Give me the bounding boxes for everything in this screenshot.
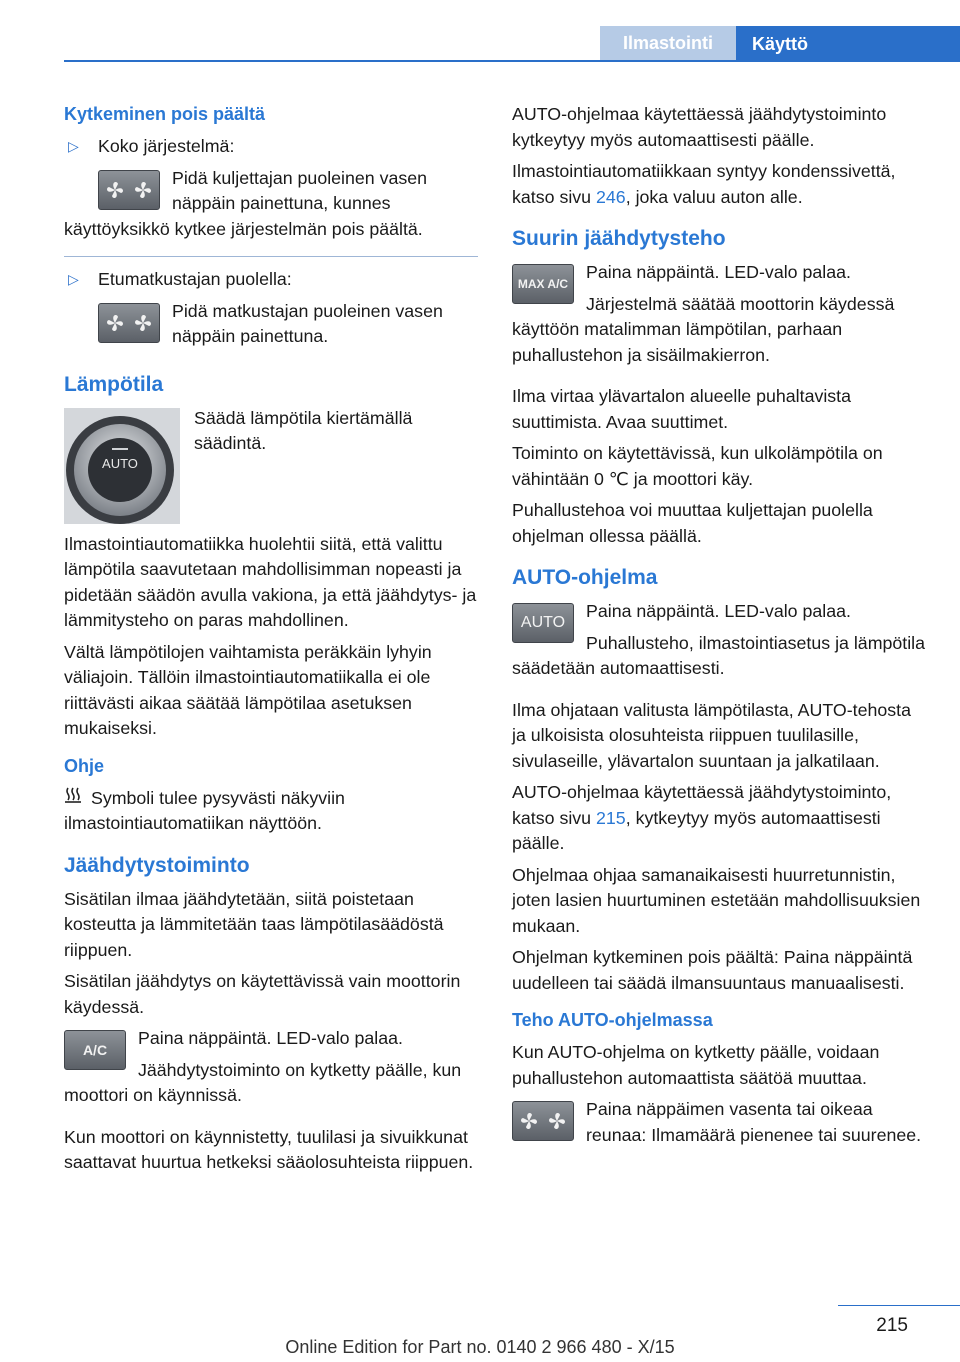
- heading-switch-off: Kytkeminen pois päältä: [64, 104, 266, 124]
- text-span: , kytkeytyy myös automaattisesti päälle.: [512, 807, 881, 853]
- paragraph: [512, 159, 926, 210]
- max-ac-button-label: MAX A/C: [517, 277, 569, 291]
- paragraph: Ilma ohjataan valitusta lämpötilasta, AUTO-tehosta ja ulkoisista olosuhteista riippuen tuulilasille, sivulaseille, ylävartalon suuntaan ja jalkatilaan.: [512, 699, 911, 771]
- auto-button-icon: [512, 603, 574, 643]
- paragraph: AUTO-ohjelmaa käytettäessä jäähdytystoiminto kytkeytyy myös automaattisesti päälle.: [512, 104, 887, 150]
- fan-text: Paina näppäimen vasenta tai oikeaa reunaa: Ilmamäärä pienenee tai suurenee.: [586, 1099, 922, 1145]
- knob-auto-label: AUTO: [102, 455, 138, 471]
- ac-button-label: A/C: [82, 1042, 108, 1058]
- heading-max-cooling: Suurin jäähdytysteho: [512, 227, 726, 250]
- page-number: 215: [876, 1315, 908, 1336]
- paragraph: [512, 780, 926, 857]
- note-text: [64, 786, 478, 837]
- max-ac-button-icon: [512, 264, 574, 304]
- bullet-whole-system: [64, 134, 478, 160]
- heading-auto-intensity: Teho AUTO-ohjelmassa: [512, 1010, 713, 1030]
- text-span: AUTO-ohjelmaa käytettäessä jäähdytystoiminto, katso sivu: [512, 782, 892, 828]
- auto-text-1: Paina näppäintä. LED-valo palaa.: [586, 601, 851, 621]
- max-text-2: Järjestelmä säätää moottorin käydessä käyttöön matalimman lämpötilan, parhaan puhallustehon ja sisäilmakierron.: [512, 293, 895, 365]
- heading-cooling: Jäähdytystoiminto: [64, 853, 250, 877]
- ac-text-1: Paina näppäintä. LED-valo palaa.: [138, 1028, 403, 1048]
- bullet-label: Koko järjestelmä:: [98, 136, 235, 156]
- bullet-text: Pidä kuljettajan puoleinen vasen näppäin painettuna, kunnes käyttöyksikkö kytkee järjestelmän pois päältä.: [64, 167, 428, 239]
- divider: [64, 256, 478, 257]
- heading-note: Ohje: [64, 755, 105, 776]
- paragraph: Ilma virtaa ylävartalon alueelle puhaltavista suuttimista. Avaa suuttimet.: [512, 386, 852, 432]
- fan-button-icon: [98, 170, 160, 210]
- text-span: Ilmastointiautomatiikkaan syntyy kondenssivettä, katso sivu: [512, 161, 896, 207]
- header-rule: [64, 60, 960, 62]
- ac-button-icon: [64, 1030, 126, 1070]
- max-text-1: Paina näppäintä. LED-valo palaa.: [586, 262, 851, 282]
- temperature-knob-image: [64, 408, 180, 524]
- fan-button-icon: [512, 1101, 574, 1141]
- bullet-label: Etumatkustajan puolella:: [98, 269, 292, 289]
- triangle-bullet-icon: ▷: [68, 138, 79, 154]
- text-span: , joka valuu auton alle.: [625, 186, 803, 207]
- right-column: [512, 102, 926, 1154]
- heading-auto-program: AUTO-ohjelma: [512, 566, 658, 589]
- paragraph: Ohjelmaa ohjaa samanaikaisesti huurretunnistin, joten lasien huurtuminen estetään mahdollisuuksien mukaan.: [512, 864, 921, 936]
- paragraph: Sisätilan ilmaa jäähdytetään, siitä poistetaan kosteutta ja lämmitetään taas lämpötilasäädöstä riippuen.: [64, 888, 444, 960]
- left-column: [64, 102, 478, 1182]
- paragraph: Vältä lämpötilojen vaihtamista peräkkäin lyhyin väliajoin. Tällöin ilmastointiautomatiikalla ei ole riittävästi aikaa säätää lämpötilaa asetuksen mukaiseksi.: [64, 641, 432, 738]
- paragraph: Sisätilan jäähdytys on käytettävissä vain moottorin käydessä.: [64, 971, 461, 1017]
- temperature-text: Säädä lämpötila kiertämällä säädintä.: [194, 407, 413, 453]
- paragraph: Ilmastointiautomatiikka huolehtii siitä, että valittu lämpötila saavutetaan mahdollisimman nopeasti ja pidetään säädön avulla vakiona, ja että jäähdytys- ja lämmitysteho on paras mahdollinen.: [64, 533, 477, 630]
- paragraph: Kun moottori on käynnistetty, tuulilasi ja sivuikkunat saattavat huurtua hetkeksi sääolosuhteista riippuen.: [64, 1126, 474, 1172]
- paragraph: Ohjelman kytkeminen pois päältä: Paina näppäintä uudelleen tai säädä ilmansuuntaus manuaalisesti.: [512, 947, 913, 993]
- paragraph: Kun AUTO-ohjelma on kytketty päälle, voidaan puhallustehon automaattista säätöä muuttaa.: [512, 1042, 880, 1088]
- fan-button-icon: [98, 303, 160, 343]
- page-link-215[interactable]: 215: [596, 807, 626, 828]
- header-section: Ilmastointi: [600, 26, 736, 60]
- footer-rule: [838, 1305, 960, 1306]
- paragraph: Toiminto on käytettävissä, kun ulkolämpötila on vähintään 0 ℃ ja moottori käy.: [512, 443, 883, 489]
- paragraph: Puhallustehoa voi muuttaa kuljettajan puolella ohjelman ollessa päällä.: [512, 500, 873, 546]
- ac-text-2: Jäähdytystoiminto on kytketty päälle, kun moottori on käynnissä.: [64, 1059, 462, 1105]
- auto-text-2: Puhallusteho, ilmastointiasetus ja lämpötila säädetään automaattisesti.: [512, 632, 926, 678]
- bullet-text: Pidä matkustajan puoleinen vasen näppäin painettuna.: [172, 300, 443, 346]
- page-header: [0, 26, 960, 62]
- triangle-bullet-icon: ▷: [68, 271, 79, 287]
- bullet-passenger: [64, 267, 478, 293]
- header-chapter: Käyttö: [736, 26, 960, 62]
- auto-button-label: AUTO: [520, 614, 566, 631]
- heading-temperature: Lämpötila: [64, 372, 164, 396]
- page-link-246[interactable]: 246: [596, 186, 626, 207]
- note-body: Symboli tulee pysyvästi näkyviin ilmastointiautomatiikan näyttöön.: [64, 787, 345, 833]
- condensation-symbol-icon: [64, 786, 86, 812]
- edition-line: Online Edition for Part no. 0140 2 966 480 - X/15: [285, 1337, 675, 1357]
